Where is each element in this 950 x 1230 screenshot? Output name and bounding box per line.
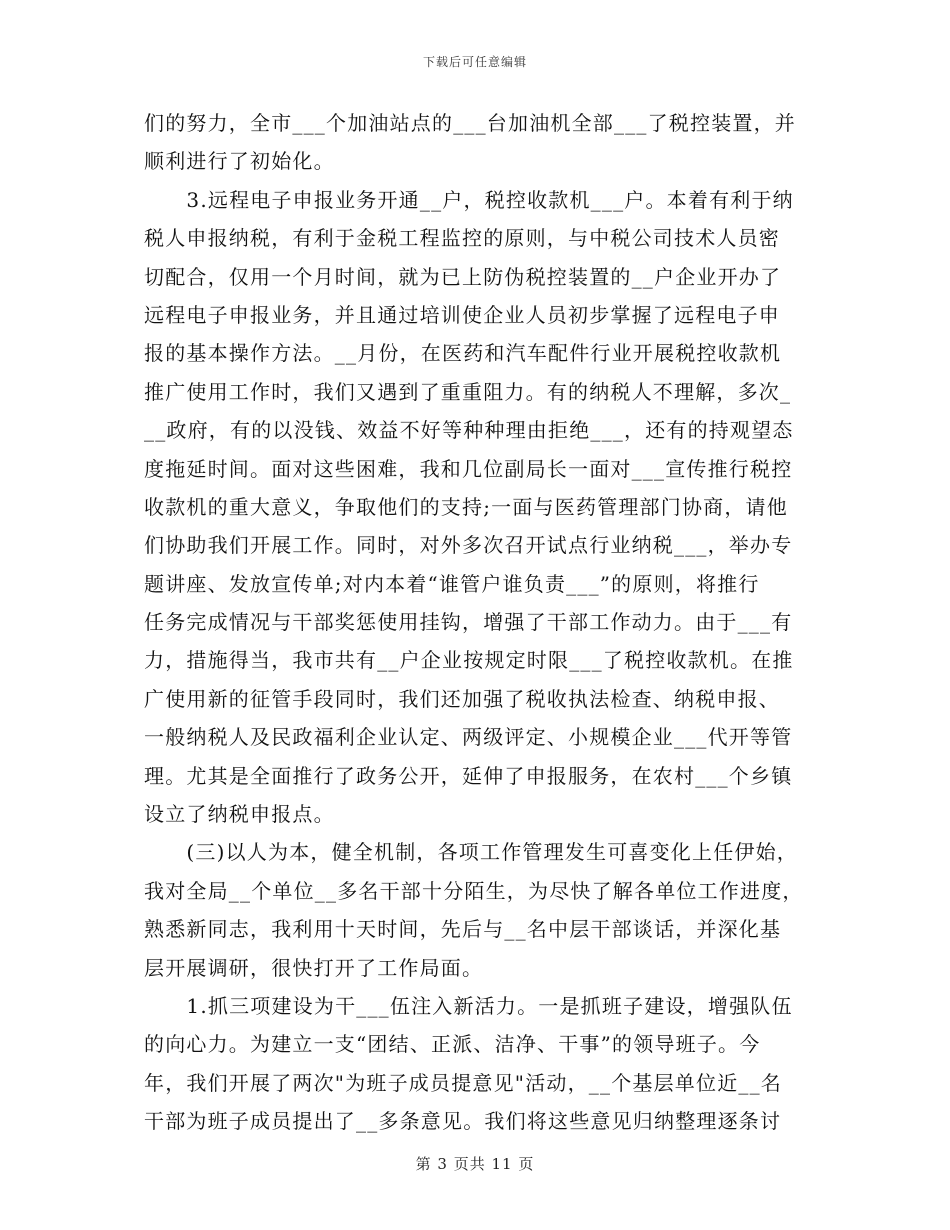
text-line: 力，措施得当，我市共有__户企业按规定时限___了税控收款机。在推 bbox=[144, 648, 794, 673]
text-line: 1.抓三项建设为干___伍注入新活力。一是抓班子建设，增强队伍 bbox=[144, 993, 793, 1018]
text-line: 题讲座、发放宣传单;对内本着“谁管户谁负责___”的原则，将推行 bbox=[144, 571, 760, 596]
text-line: 任务完成情况与干部奖惩使用挂钩，增强了干部工作动力。由于___有 bbox=[144, 610, 793, 635]
text-line: 度拖延时间。面对这些困难，我和几位副局长一面对___宣传推行税控 bbox=[144, 456, 793, 481]
text-line: __政府，有的以没钱、效益不好等种种理由拒绝___，还有的持观望态 bbox=[144, 418, 794, 443]
text-line: 税人申报纳税，有利于金税工程监控的原则，与中税公司技术人员密 bbox=[144, 226, 780, 251]
document-body bbox=[144, 104, 806, 1141]
page-number: 第 3 页共 11 页 bbox=[415, 1155, 535, 1173]
text-line: 们协助我们开展工作。同时，对外多次召开试点行业纳税___，举办专 bbox=[144, 533, 793, 558]
text-line: 收款机的重大意义，争取他们的支持;一面与医药管理部门协商，请他 bbox=[144, 494, 788, 519]
text-line: 报的基本操作方法。__月份，在医药和汽车配件行业开展税控收款机 bbox=[144, 341, 782, 366]
text-line: 推广使用工作时，我们又遇到了重重阻力。有的纳税人不理解，多次_ bbox=[144, 379, 792, 404]
text-line: 3.远程电子申报业务开通__户，税控收款机___户。本着有利于纳 bbox=[144, 187, 794, 212]
text-line: 设立了纳税申报点。 bbox=[144, 802, 335, 827]
page-header: 下载后可任意编辑 bbox=[422, 55, 527, 69]
text-line: 的向心力。为建立一支“团结、正派、洁净、干事”的领导班子。今 bbox=[144, 1032, 761, 1057]
text-line: 熟悉新同志，我利用十天时间，先后与__名中层干部谈话，并深化基 bbox=[144, 917, 782, 942]
text-line: 层开展调研，很快打开了工作局面。 bbox=[144, 955, 484, 980]
text-line: 一般纳税人及民政福利企业认定、两级评定、小规模企业___代开等管 bbox=[144, 725, 793, 750]
text-line: 远程电子申报业务，并且通过培训使企业人员初步掌握了远程电子申 bbox=[144, 302, 780, 327]
text-line: 广使用新的征管手段同时，我们还加强了税收执法检查、纳税申报、 bbox=[144, 686, 780, 711]
text-line: 切配合，仅用一个月时间，就为已上防伪税控装置的__户企业开办了 bbox=[144, 264, 782, 289]
text-line: 理。尤其是全面推行了政务公开，延伸了申报服务，在农村___个乡镇 bbox=[144, 763, 793, 788]
text-line: 我对全局__个单位__多名干部十分陌生，为尽快了解各单位工作进度， bbox=[144, 878, 804, 903]
text-line: 年，我们开展了两次"为班子成员提意见"活动，__个基层单位近__名 bbox=[144, 1070, 782, 1095]
text-line: 们的努力，全市___个加油站点的___台加油机全部___了税控装置，并 bbox=[144, 111, 796, 135]
text-line: (三)以人为本，健全机制，各项工作管理发生可喜变化上任伊始， bbox=[144, 840, 799, 865]
text-line: 顺利进行了初始化。 bbox=[144, 149, 335, 174]
text-line: 干部为班子成员提出了__多条意见。我们将这些意见归纳整理逐条讨 bbox=[144, 1109, 782, 1134]
